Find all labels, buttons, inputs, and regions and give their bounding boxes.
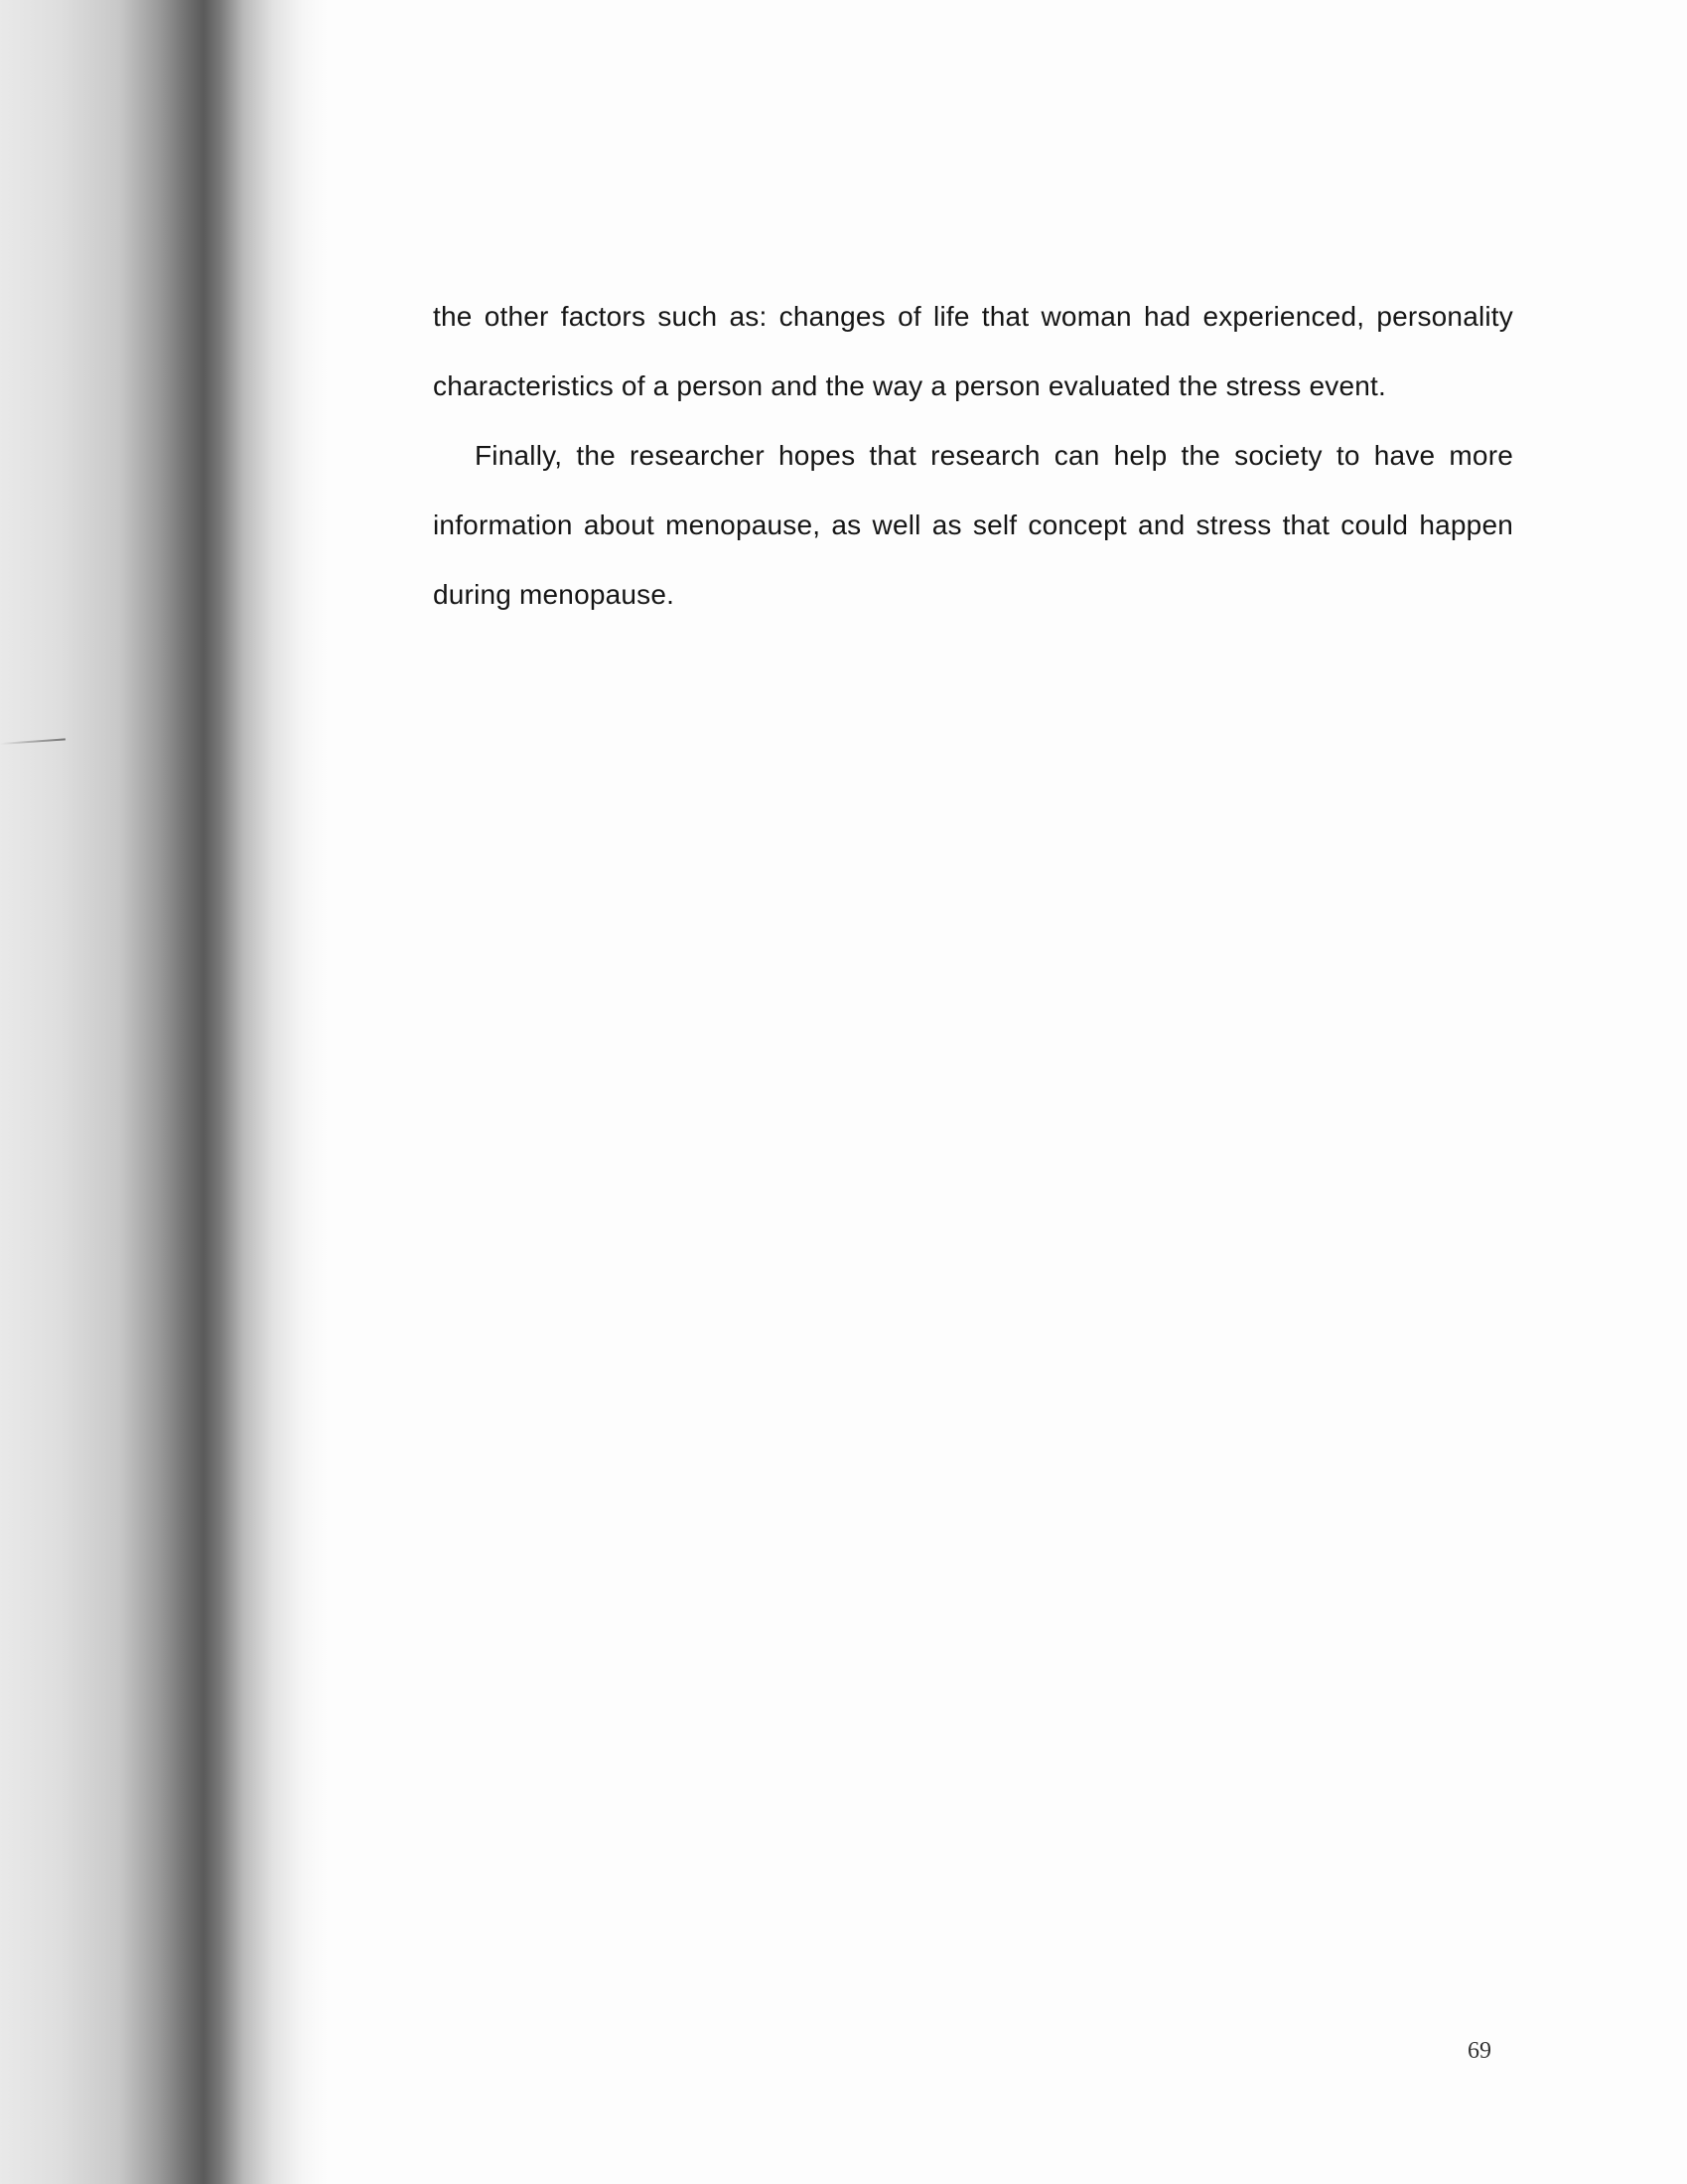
- paragraph-conclusion: Finally, the researcher hopes that research can help the society to have more information about menopause, as well as self concept and stress that could happen during menopause.: [433, 440, 1513, 610]
- paragraph-continuation: the other factors such as: changes of life that woman had experienced, personality characteristics of a person and the way a person evaluated the stress event.: [433, 301, 1513, 401]
- body-text: [433, 282, 1513, 630]
- page-number: 69: [1468, 2038, 1491, 2064]
- binding-shadow: [0, 0, 328, 2184]
